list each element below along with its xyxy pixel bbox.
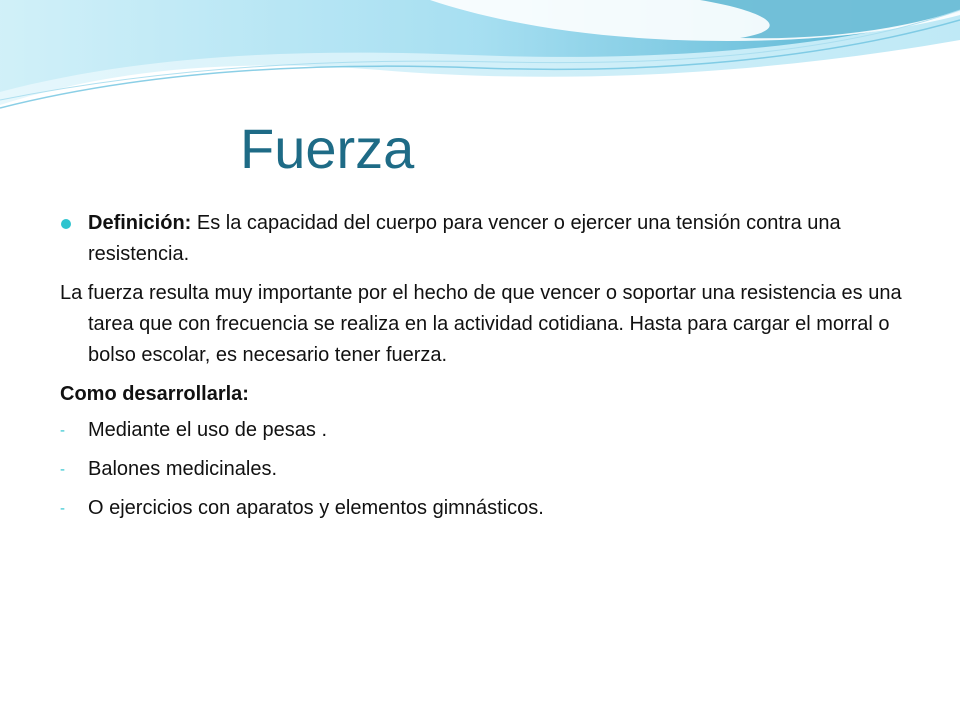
list-item (60, 493, 910, 524)
methods-list (60, 415, 910, 524)
list-item (60, 454, 910, 485)
list-item-text: O ejercicios con aparatos y elementos gimnásticos. (88, 497, 544, 519)
bullet-dot-icon (61, 219, 71, 229)
dash-marker-icon: - (60, 422, 65, 439)
description-paragraph: La fuerza resulta muy importante por el hecho de que vencer o soportar una resistencia es una tarea que con frecuencia se realiza en la actividad cotidiana. Hasta para cargar el morral o bolso escolar, es necesario tener fuerza. (60, 282, 902, 366)
slide-title: Fuerza (240, 117, 415, 180)
definition-label: Definición: (88, 212, 192, 234)
definition-text: Es la capacidad del cuerpo para vencer o ejercer una tensión contra una resistencia. (88, 212, 841, 265)
definition-paragraph (60, 208, 910, 270)
list-item-text: Mediante el uso de pesas . (88, 419, 328, 441)
dash-marker-icon: - (60, 500, 65, 517)
how-heading: Como desarrollarla: (60, 383, 249, 405)
slide-content (60, 208, 910, 532)
list-item (60, 415, 910, 446)
dash-marker-icon: - (60, 461, 65, 478)
list-item-text: Balones medicinales. (88, 458, 277, 480)
header-wave-decoration (0, 0, 960, 120)
